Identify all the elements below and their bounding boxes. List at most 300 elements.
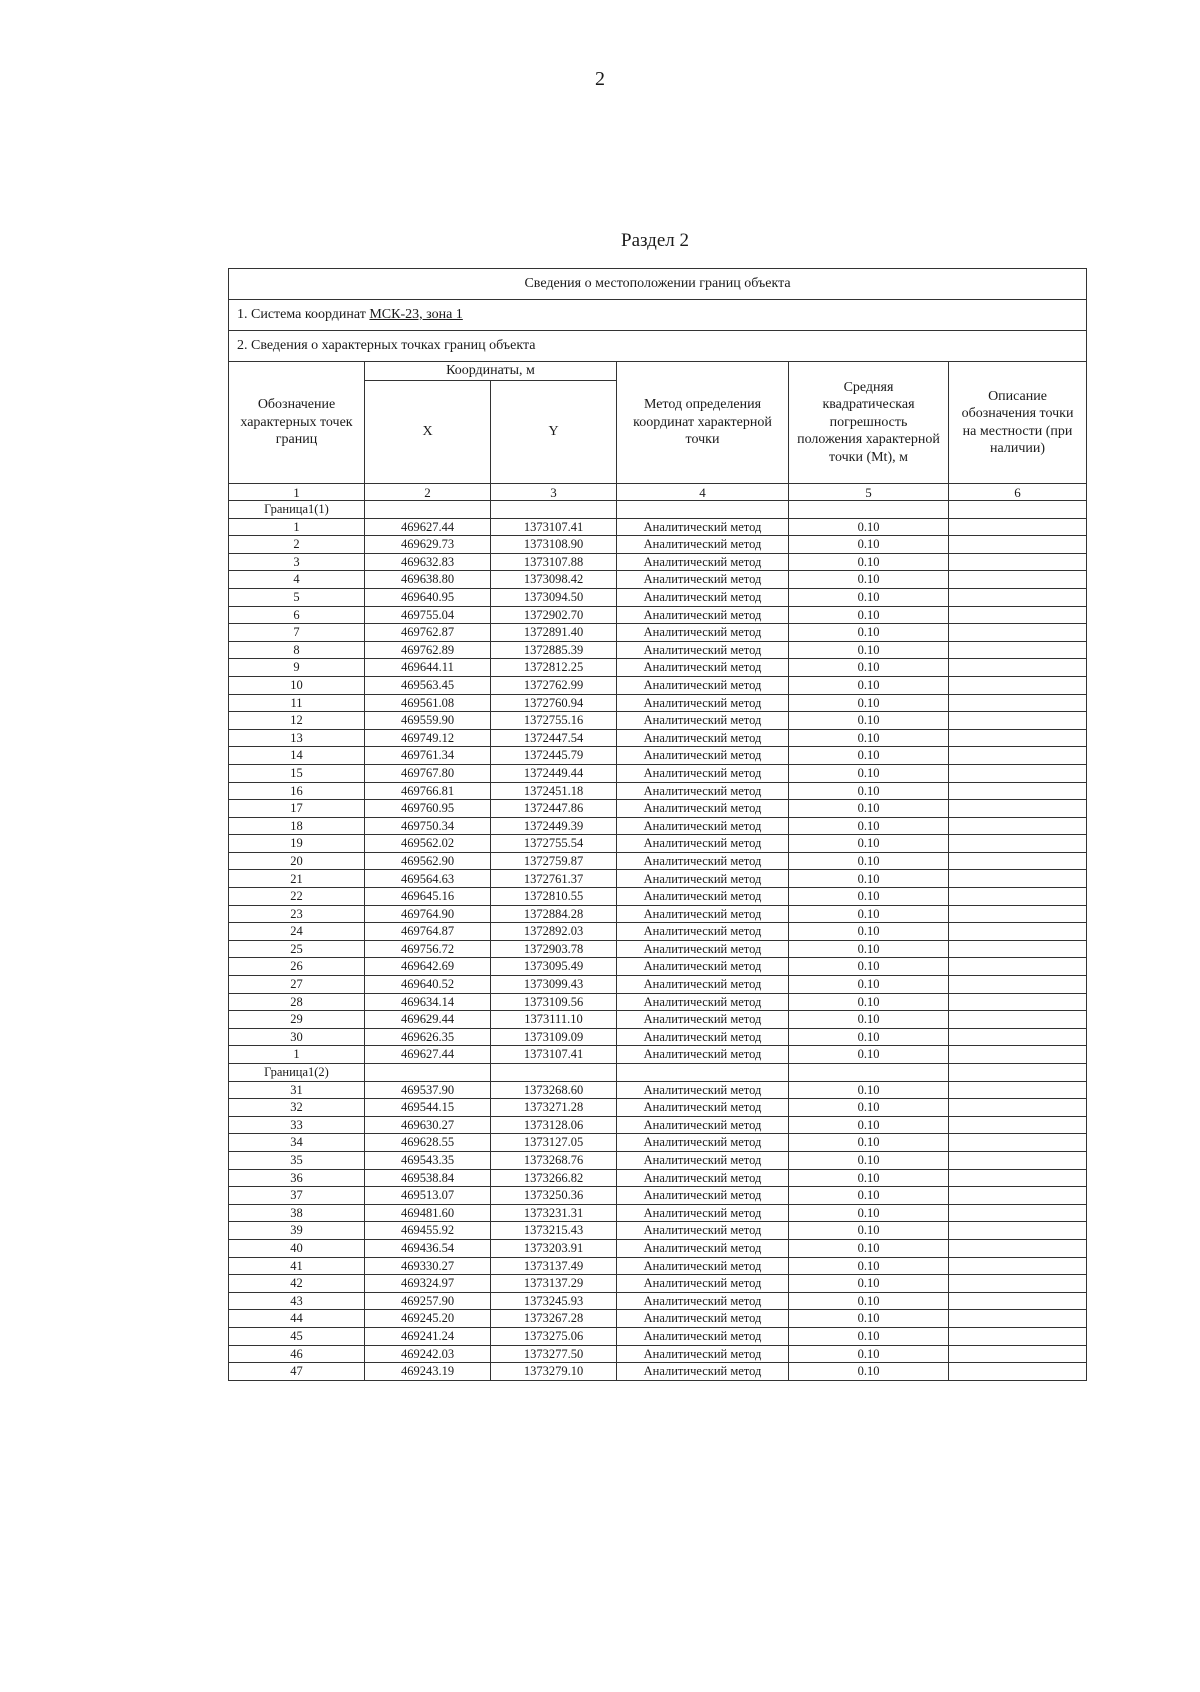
error-mt: 0.10 (789, 518, 949, 536)
point-description (949, 518, 1087, 536)
point-description (949, 1028, 1087, 1046)
method: Аналитический метод (617, 958, 789, 976)
error-mt: 0.10 (789, 1310, 949, 1328)
table-row (229, 1327, 1087, 1345)
point-number: 18 (229, 817, 365, 835)
method: Аналитический метод (617, 1275, 789, 1293)
coord-x: 469243.19 (365, 1363, 491, 1381)
point-number: 40 (229, 1239, 365, 1257)
table-row (229, 624, 1087, 642)
coord-x: 469755.04 (365, 606, 491, 624)
point-number: 35 (229, 1151, 365, 1169)
point-description (949, 553, 1087, 571)
coord-x: 469543.35 (365, 1151, 491, 1169)
point-number: 16 (229, 782, 365, 800)
table-row (229, 993, 1087, 1011)
method: Аналитический метод (617, 1257, 789, 1275)
point-number: 38 (229, 1204, 365, 1222)
coord-x: 469628.55 (365, 1134, 491, 1152)
point-number: 28 (229, 993, 365, 1011)
point-description (949, 1081, 1087, 1099)
coord-y: 1373267.28 (491, 1310, 617, 1328)
coord-y: 1373277.50 (491, 1345, 617, 1363)
point-description (949, 782, 1087, 800)
method: Аналитический метод (617, 712, 789, 730)
table-row (229, 536, 1087, 554)
method: Аналитический метод (617, 518, 789, 536)
method: Аналитический метод (617, 817, 789, 835)
coord-x: 469630.27 (365, 1116, 491, 1134)
point-description (949, 1257, 1087, 1275)
point-number: 45 (229, 1327, 365, 1345)
point-number: 17 (229, 800, 365, 818)
coord-x: 469481.60 (365, 1204, 491, 1222)
coord-y: 1373109.56 (491, 993, 617, 1011)
error-mt: 0.10 (789, 1345, 949, 1363)
coord-x: 469324.97 (365, 1275, 491, 1293)
point-number: 33 (229, 1116, 365, 1134)
error-mt: 0.10 (789, 1028, 949, 1046)
coord-y: 1373127.05 (491, 1134, 617, 1152)
point-number: 39 (229, 1222, 365, 1240)
coord-x: 469756.72 (365, 940, 491, 958)
coord-x: 469750.34 (365, 817, 491, 835)
point-number: 23 (229, 905, 365, 923)
point-description (949, 1134, 1087, 1152)
group-name: Граница1(2) (229, 1064, 365, 1082)
error-mt: 0.10 (789, 606, 949, 624)
method: Аналитический метод (617, 553, 789, 571)
table-row (229, 606, 1087, 624)
point-description (949, 958, 1087, 976)
point-description (949, 624, 1087, 642)
error-mt: 0.10 (789, 553, 949, 571)
error-mt: 0.10 (789, 764, 949, 782)
point-number: 37 (229, 1187, 365, 1205)
error-mt: 0.10 (789, 729, 949, 747)
method: Аналитический метод (617, 1310, 789, 1328)
table-row (229, 1011, 1087, 1029)
method: Аналитический метод (617, 782, 789, 800)
coord-system-prefix: 1. Система координат (237, 307, 370, 322)
point-description (949, 1363, 1087, 1381)
coord-x: 469436.54 (365, 1239, 491, 1257)
table-row (229, 870, 1087, 888)
method: Аналитический метод (617, 923, 789, 941)
coord-y: 1373268.76 (491, 1151, 617, 1169)
point-description (949, 1310, 1087, 1328)
point-description (949, 1222, 1087, 1240)
coord-y: 1373275.06 (491, 1327, 617, 1345)
method: Аналитический метод (617, 1239, 789, 1257)
method: Аналитический метод (617, 1081, 789, 1099)
coord-x: 469766.81 (365, 782, 491, 800)
method: Аналитический метод (617, 976, 789, 994)
coord-x: 469627.44 (365, 1046, 491, 1064)
coord-x: 469645.16 (365, 888, 491, 906)
coord-y: 1373108.90 (491, 536, 617, 554)
coord-x: 469242.03 (365, 1345, 491, 1363)
empty-cell (491, 1064, 617, 1082)
table-row (229, 1275, 1087, 1293)
point-description (949, 852, 1087, 870)
error-mt: 0.10 (789, 1081, 949, 1099)
method: Аналитический метод (617, 1363, 789, 1381)
point-number: 30 (229, 1028, 365, 1046)
point-description (949, 1239, 1087, 1257)
table-row (229, 958, 1087, 976)
coord-x: 469629.73 (365, 536, 491, 554)
point-number: 29 (229, 1011, 365, 1029)
table-row (229, 1116, 1087, 1134)
point-number: 7 (229, 624, 365, 642)
point-number: 21 (229, 870, 365, 888)
error-mt: 0.10 (789, 1151, 949, 1169)
coord-x: 469764.90 (365, 905, 491, 923)
coord-x: 469330.27 (365, 1257, 491, 1275)
coord-y: 1372892.03 (491, 923, 617, 941)
header-coordinates: Координаты, м (365, 362, 617, 381)
empty-cell (617, 1064, 789, 1082)
coord-y: 1373245.93 (491, 1292, 617, 1310)
method: Аналитический метод (617, 835, 789, 853)
point-number: 47 (229, 1363, 365, 1381)
point-description (949, 888, 1087, 906)
point-number: 43 (229, 1292, 365, 1310)
point-number: 36 (229, 1169, 365, 1187)
header-description: Описание обозначения точки на местности (при наличии) (949, 362, 1087, 484)
point-description (949, 1292, 1087, 1310)
empty-cell (365, 1064, 491, 1082)
table-row (229, 1345, 1087, 1363)
point-number: 34 (229, 1134, 365, 1152)
empty-cell (789, 1064, 949, 1082)
method: Аналитический метод (617, 624, 789, 642)
method: Аналитический метод (617, 852, 789, 870)
error-mt: 0.10 (789, 1169, 949, 1187)
method: Аналитический метод (617, 659, 789, 677)
method: Аналитический метод (617, 676, 789, 694)
table-row (229, 1239, 1087, 1257)
point-description (949, 1169, 1087, 1187)
method: Аналитический метод (617, 606, 789, 624)
method: Аналитический метод (617, 1046, 789, 1064)
error-mt: 0.10 (789, 1275, 949, 1293)
method: Аналитический метод (617, 1327, 789, 1345)
point-number: 4 (229, 571, 365, 589)
method: Аналитический метод (617, 1099, 789, 1117)
table-row (229, 1187, 1087, 1205)
point-description (949, 1099, 1087, 1117)
coord-y: 1373098.42 (491, 571, 617, 589)
method: Аналитический метод (617, 1011, 789, 1029)
error-mt: 0.10 (789, 641, 949, 659)
coord-x: 469562.02 (365, 835, 491, 853)
point-number: 26 (229, 958, 365, 976)
method: Аналитический метод (617, 1151, 789, 1169)
point-description (949, 1204, 1087, 1222)
coord-y: 1373266.82 (491, 1169, 617, 1187)
coord-x: 469626.35 (365, 1028, 491, 1046)
point-number: 42 (229, 1275, 365, 1293)
table-row (229, 1310, 1087, 1328)
point-number: 1 (229, 1046, 365, 1064)
column-number: 3 (491, 484, 617, 501)
error-mt: 0.10 (789, 923, 949, 941)
coord-y: 1373095.49 (491, 958, 617, 976)
header-error: Средняя квадратическая погрешность положения характерной точки (Mt), м (789, 362, 949, 484)
coord-y: 1373231.31 (491, 1204, 617, 1222)
coord-x: 469245.20 (365, 1310, 491, 1328)
error-mt: 0.10 (789, 747, 949, 765)
point-description (949, 1187, 1087, 1205)
error-mt: 0.10 (789, 571, 949, 589)
coord-y: 1373203.91 (491, 1239, 617, 1257)
table-row (229, 518, 1087, 536)
method: Аналитический метод (617, 729, 789, 747)
coord-y: 1372891.40 (491, 624, 617, 642)
header-designation: Обозначение характерных точек границ (229, 362, 365, 484)
point-number: 46 (229, 1345, 365, 1363)
point-number: 22 (229, 888, 365, 906)
coord-x: 469513.07 (365, 1187, 491, 1205)
point-number: 15 (229, 764, 365, 782)
coord-x: 469762.87 (365, 624, 491, 642)
coord-x: 469764.87 (365, 923, 491, 941)
empty-cell (789, 501, 949, 519)
table-row (229, 1099, 1087, 1117)
table-row (229, 800, 1087, 818)
point-description (949, 676, 1087, 694)
coord-y: 1372903.78 (491, 940, 617, 958)
coord-x: 469640.52 (365, 976, 491, 994)
coord-y: 1373137.49 (491, 1257, 617, 1275)
coord-x: 469640.95 (365, 588, 491, 606)
error-mt: 0.10 (789, 676, 949, 694)
table-row (229, 1292, 1087, 1310)
point-number: 1 (229, 518, 365, 536)
coord-y: 1373107.41 (491, 518, 617, 536)
coord-x: 469455.92 (365, 1222, 491, 1240)
method: Аналитический метод (617, 1134, 789, 1152)
point-description (949, 747, 1087, 765)
table-row (229, 888, 1087, 906)
point-description (949, 993, 1087, 1011)
point-number: 14 (229, 747, 365, 765)
error-mt: 0.10 (789, 1116, 949, 1134)
coord-y: 1373111.10 (491, 1011, 617, 1029)
error-mt: 0.10 (789, 1363, 949, 1381)
coord-y: 1372902.70 (491, 606, 617, 624)
coord-y: 1372451.18 (491, 782, 617, 800)
point-number: 19 (229, 835, 365, 853)
table-row (229, 1081, 1087, 1099)
point-number: 41 (229, 1257, 365, 1275)
method: Аналитический метод (617, 747, 789, 765)
section-title: Раздел 2 (621, 230, 689, 251)
method: Аналитический метод (617, 1292, 789, 1310)
table-row (229, 976, 1087, 994)
column-number: 5 (789, 484, 949, 501)
coord-x: 469559.90 (365, 712, 491, 730)
method: Аналитический метод (617, 905, 789, 923)
error-mt: 0.10 (789, 694, 949, 712)
method: Аналитический метод (617, 1028, 789, 1046)
table-row (229, 835, 1087, 853)
table-row (229, 1204, 1087, 1222)
table-row (229, 1134, 1087, 1152)
coord-x: 469544.15 (365, 1099, 491, 1117)
point-description (949, 940, 1087, 958)
table-row (229, 659, 1087, 677)
coord-x: 469634.14 (365, 993, 491, 1011)
table-title: Сведения о местоположении границ объекта (229, 269, 1087, 300)
point-description (949, 694, 1087, 712)
error-mt: 0.10 (789, 1327, 949, 1345)
coord-y: 1372445.79 (491, 747, 617, 765)
error-mt: 0.10 (789, 712, 949, 730)
coord-y: 1372755.16 (491, 712, 617, 730)
point-description (949, 1327, 1087, 1345)
coord-x: 469537.90 (365, 1081, 491, 1099)
error-mt: 0.10 (789, 588, 949, 606)
table-row (229, 1257, 1087, 1275)
method: Аналитический метод (617, 1116, 789, 1134)
point-description (949, 1151, 1087, 1169)
coord-y: 1373099.43 (491, 976, 617, 994)
empty-cell (491, 501, 617, 519)
group-name: Граница1(1) (229, 501, 365, 519)
point-number: 11 (229, 694, 365, 712)
coord-y: 1372447.54 (491, 729, 617, 747)
point-number: 2 (229, 536, 365, 554)
table-row (229, 1169, 1087, 1187)
method: Аналитический метод (617, 870, 789, 888)
coord-y: 1372884.28 (491, 905, 617, 923)
method: Аналитический метод (617, 694, 789, 712)
point-number: 6 (229, 606, 365, 624)
coord-y: 1373279.10 (491, 1363, 617, 1381)
table-row (229, 1151, 1087, 1169)
coord-x: 469632.83 (365, 553, 491, 571)
coord-x: 469749.12 (365, 729, 491, 747)
coord-x: 469760.95 (365, 800, 491, 818)
coord-x: 469257.90 (365, 1292, 491, 1310)
method: Аналитический метод (617, 1345, 789, 1363)
point-number: 31 (229, 1081, 365, 1099)
point-description (949, 870, 1087, 888)
point-number: 3 (229, 553, 365, 571)
coord-y: 1372760.94 (491, 694, 617, 712)
table-row (229, 553, 1087, 571)
coord-x: 469561.08 (365, 694, 491, 712)
point-description (949, 729, 1087, 747)
table-row (229, 641, 1087, 659)
header-x: X (365, 381, 491, 484)
coord-y: 1372759.87 (491, 852, 617, 870)
point-description (949, 588, 1087, 606)
coord-x: 469627.44 (365, 518, 491, 536)
method: Аналитический метод (617, 588, 789, 606)
point-number: 32 (229, 1099, 365, 1117)
point-description (949, 817, 1087, 835)
coord-x: 469241.24 (365, 1327, 491, 1345)
error-mt: 0.10 (789, 1046, 949, 1064)
table-row (229, 712, 1087, 730)
error-mt: 0.10 (789, 817, 949, 835)
coord-y: 1373137.29 (491, 1275, 617, 1293)
point-number: 12 (229, 712, 365, 730)
coord-y: 1372449.44 (491, 764, 617, 782)
point-description (949, 536, 1087, 554)
header-y: Y (491, 381, 617, 484)
empty-cell (617, 501, 789, 519)
method: Аналитический метод (617, 1187, 789, 1205)
point-description (949, 1116, 1087, 1134)
method: Аналитический метод (617, 993, 789, 1011)
coord-y: 1373250.36 (491, 1187, 617, 1205)
coord-x: 469762.89 (365, 641, 491, 659)
point-number: 27 (229, 976, 365, 994)
point-description (949, 976, 1087, 994)
table-row (229, 676, 1087, 694)
method: Аналитический метод (617, 1169, 789, 1187)
group-row (229, 501, 1087, 519)
table-row (229, 588, 1087, 606)
point-description (949, 641, 1087, 659)
table-row (229, 1222, 1087, 1240)
point-description (949, 835, 1087, 853)
group-row (229, 1064, 1087, 1082)
point-number: 9 (229, 659, 365, 677)
point-number: 5 (229, 588, 365, 606)
point-description (949, 764, 1087, 782)
error-mt: 0.10 (789, 905, 949, 923)
table-row (229, 729, 1087, 747)
error-mt: 0.10 (789, 976, 949, 994)
error-mt: 0.10 (789, 1187, 949, 1205)
coord-y: 1372761.37 (491, 870, 617, 888)
error-mt: 0.10 (789, 624, 949, 642)
column-number: 2 (365, 484, 491, 501)
point-description (949, 1046, 1087, 1064)
coord-x: 469642.69 (365, 958, 491, 976)
table-row (229, 764, 1087, 782)
coord-y: 1372447.86 (491, 800, 617, 818)
column-number: 1 (229, 484, 365, 501)
empty-cell (949, 1064, 1087, 1082)
coord-x: 469638.80 (365, 571, 491, 589)
error-mt: 0.10 (789, 536, 949, 554)
column-number: 4 (617, 484, 789, 501)
table-row (229, 571, 1087, 589)
coord-y: 1373271.28 (491, 1099, 617, 1117)
coord-y: 1372449.39 (491, 817, 617, 835)
table-row (229, 1028, 1087, 1046)
coord-system-name: МСК-23, зона 1 (369, 307, 463, 322)
coord-y: 1372810.55 (491, 888, 617, 906)
point-description (949, 800, 1087, 818)
coord-x: 469644.11 (365, 659, 491, 677)
coord-x: 469538.84 (365, 1169, 491, 1187)
coord-y: 1373109.09 (491, 1028, 617, 1046)
coord-x: 469564.63 (365, 870, 491, 888)
coord-x: 469761.34 (365, 747, 491, 765)
error-mt: 0.10 (789, 993, 949, 1011)
point-description (949, 905, 1087, 923)
error-mt: 0.10 (789, 958, 949, 976)
method: Аналитический метод (617, 940, 789, 958)
